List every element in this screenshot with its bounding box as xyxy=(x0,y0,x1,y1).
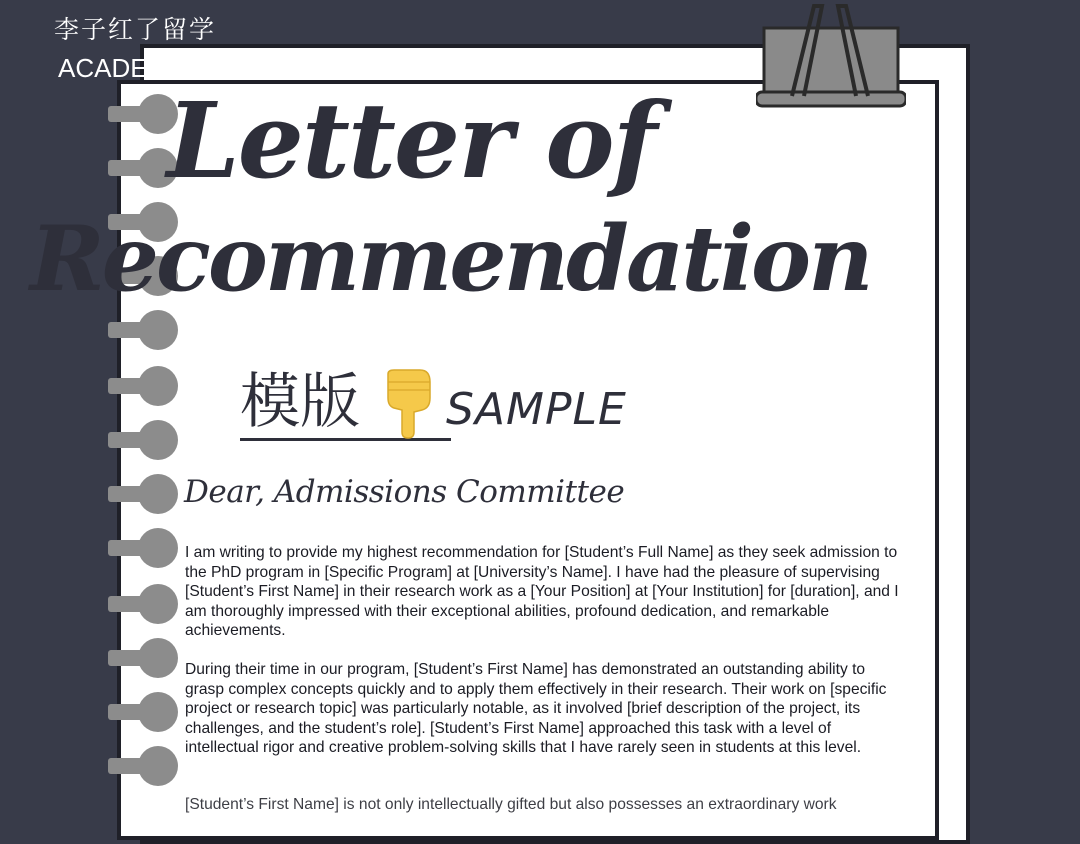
body-paragraph-2: During their time in our program, [Student’s First Name] has demonstrated an outstanding ability to grasp complex concepts quickly and to apply them effectively in their research. Their work on [specific project or research topic] was particularly notable, as it involved [brief description of the project, its challenges, and the student’s role]. [Student’s First Name] approached this task with a level of intellectual rigor and creative problem-solving skills that I have rarely seen in students at this level. xyxy=(185,661,887,756)
binding-ring xyxy=(108,692,180,732)
watermark-brand-cn: 李子红了留学 xyxy=(54,15,217,44)
binding-ring xyxy=(108,474,180,514)
letter-title xyxy=(0,79,871,318)
watermark-brand-en: ACADEMICL xyxy=(58,53,210,83)
binding-ring xyxy=(108,528,180,568)
body-paragraph-1: I am writing to provide my highest recommendation for [Student’s Full Name] as they seek admission to the PhD program in [Specific Program] at [University’s Name]. I have had the pleasure of supervising [Student’s First Name] in their research work as a [Your Position] at [Your Institution] for [duration], and I am thoroughly impressed with their exceptional abilities, profound dedication, and remarkable achievements. xyxy=(185,544,899,639)
binding-ring xyxy=(108,420,180,460)
binding-ring xyxy=(108,638,180,678)
pointing-down-hand-icon xyxy=(380,368,436,440)
binding-ring xyxy=(108,366,180,406)
binding-ring xyxy=(108,584,180,624)
binder-clip-icon xyxy=(756,0,906,110)
template-label-text: 模版 xyxy=(240,367,360,437)
watermark xyxy=(54,14,216,83)
sample-label: SAMPLE xyxy=(446,384,627,435)
title-line-1: Letter of xyxy=(166,79,656,202)
binding-ring xyxy=(108,746,180,786)
salutation: Dear, Admissions Committee xyxy=(184,474,625,510)
title-line-2: Recommendation xyxy=(30,206,871,312)
body-paragraph-3: [Student’s First Name] is not only intellectually gifted but also possesses an extraordinary work xyxy=(185,796,837,813)
